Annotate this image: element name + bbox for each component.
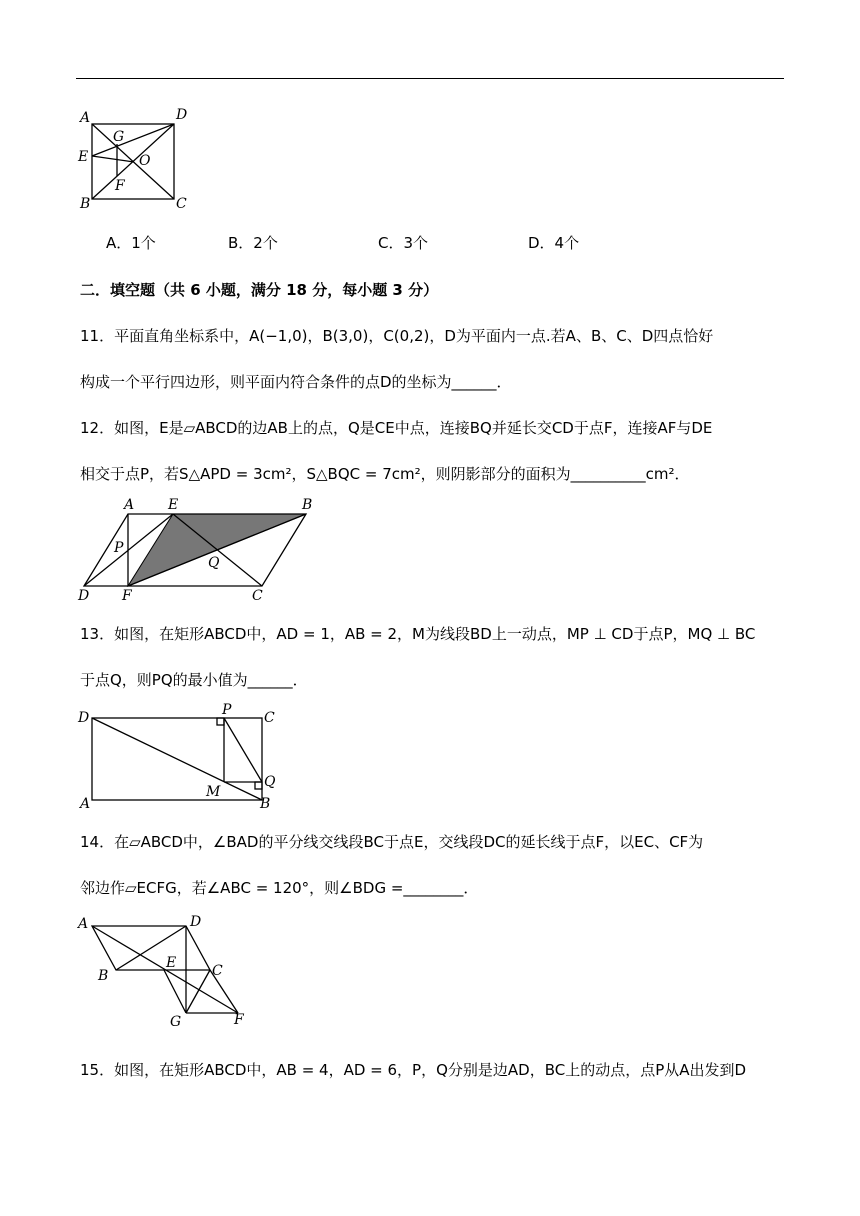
label-C: C <box>176 196 187 212</box>
label-C: C <box>212 963 223 979</box>
label-D: D <box>78 710 90 726</box>
option-b[interactable]: B．2个 <box>228 234 278 252</box>
label-G: G <box>113 129 125 145</box>
label-A: A <box>80 110 91 126</box>
label-A: A <box>124 497 135 513</box>
figure-q10-square <box>76 104 196 214</box>
q12-line1: 12．如图，E是▱ABCD的边AB上的点，Q是CE中点，连接BQ并延长交CD于点F，连接AF与DE <box>80 419 713 437</box>
label-C: C <box>264 710 275 726</box>
option-d[interactable]: D．4个 <box>528 234 580 252</box>
label-F: F <box>234 1012 244 1028</box>
figure-q12-parallelogram <box>76 496 326 606</box>
label-Q: Q <box>264 774 276 790</box>
label-M: M <box>206 784 221 800</box>
option-c[interactable]: C．3个 <box>378 234 429 252</box>
label-P: P <box>222 702 232 718</box>
label-D: D <box>78 588 90 604</box>
label-F: F <box>115 178 125 194</box>
figure-q14-parallelograms <box>76 912 256 1032</box>
q13-line2: 于点Q，则PQ的最小值为______． <box>80 671 308 689</box>
label-D: D <box>176 107 188 123</box>
label-B: B <box>98 968 109 984</box>
label-P: P <box>114 540 124 556</box>
label-G: G <box>170 1014 182 1030</box>
label-B: B <box>80 196 91 212</box>
q15-line1: 15．如图，在矩形ABCD中，AB = 4，AD = 6，P，Q分别是边AD，BC上的动点，点P从A出发到D <box>80 1061 747 1079</box>
label-Q: Q <box>208 555 220 571</box>
q13-line1: 13．如图，在矩形ABCD中，AD = 1，AB = 2，M为线段BD上一动点，MP ⊥ CD于点P，MQ ⊥ BC <box>80 625 756 643</box>
label-B: B <box>260 796 271 812</box>
option-a[interactable]: A．1个 <box>106 234 156 252</box>
label-D: D <box>190 914 202 930</box>
label-A: A <box>80 796 91 812</box>
label-C: C <box>252 588 263 604</box>
figure-q13-rectangle <box>76 700 286 812</box>
section-title: 二．填空题（共 6 小题，满分 18 分，每小题 3 分） <box>80 281 439 299</box>
label-B: B <box>302 497 313 513</box>
q14-line1: 14．在▱ABCD中，∠BAD的平分线交线段BC于点E，交线段DC的延长线于点F，以EC、CF为 <box>80 833 704 851</box>
label-F: F <box>122 588 132 604</box>
label-O: O <box>139 153 151 169</box>
label-E: E <box>168 497 179 513</box>
q12-line2: 相交于点P，若S△APD = 3cm²，S△BQC = 7cm²，则阴影部分的面积为__________cm²． <box>80 465 690 483</box>
label-E: E <box>166 955 177 971</box>
header-rule <box>76 78 784 79</box>
q11-line2: 构成一个平行四边形，则平面内符合条件的点D的坐标为______． <box>80 373 512 391</box>
q11-line1: 11．平面直角坐标系中，A(−1,0)，B(3,0)，C(0,2)，D为平面内一点.若A、B、C、D四点恰好 <box>80 327 714 345</box>
label-E: E <box>78 149 89 165</box>
q14-line2: 邻边作▱ECFG，若∠ABC = 120°，则∠BDG =________． <box>80 879 479 897</box>
label-A: A <box>78 916 89 932</box>
